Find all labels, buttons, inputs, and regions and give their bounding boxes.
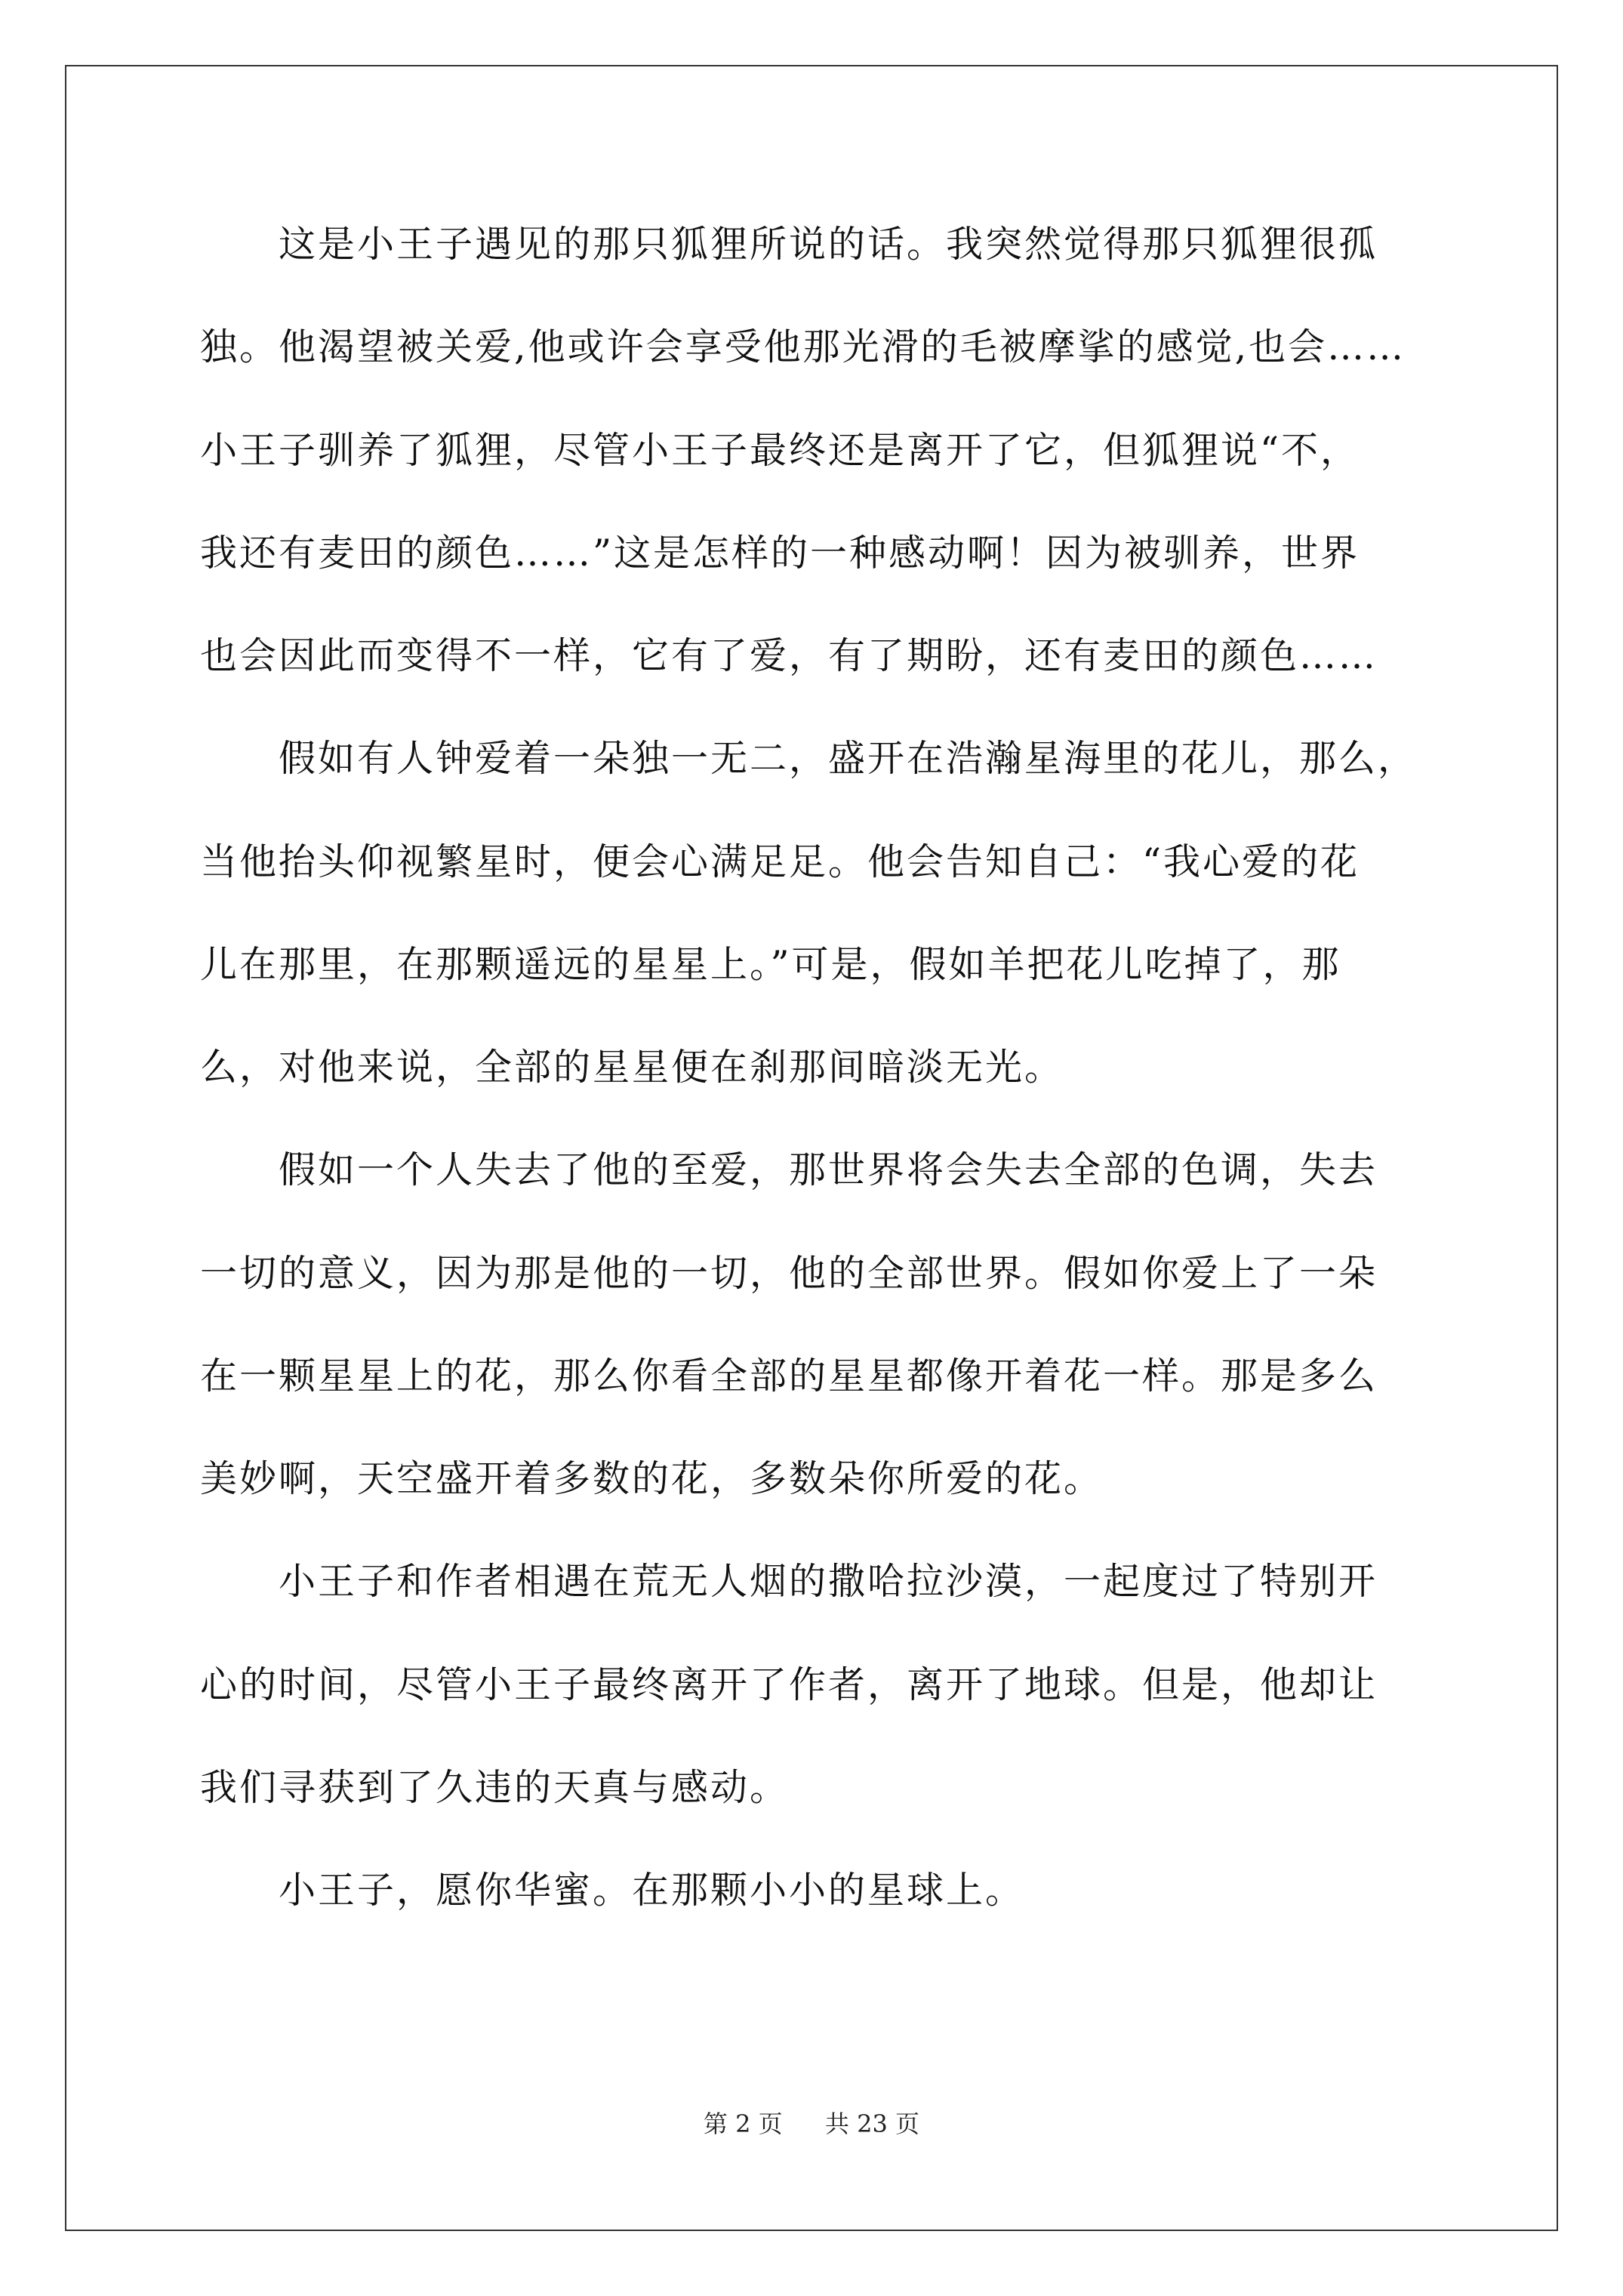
text-line: 小王子，愿你华蜜。在那颗小小的星球上。 [279,1869,1025,1912]
text-line: 我还有麦田的颜色……”这是怎样的一种感动啊！因为被驯养，世界 [200,532,1360,575]
text-line: 假如有人钟爱着一朵独一无二，盛开在浩瀚星海里的花儿，那么， [279,737,1418,780]
text-line: 当他抬头仰视繁星时，便会心满足足。他会告知自己：“我心爱的花 [200,840,1360,883]
text-line: 独。他渴望被关爱,他或许会享受他那光滑的毛被摩挲的感觉,也会…… [200,325,1406,368]
text-line: 一切的意义，因为那是他的一切，他的全部世界。假如你爱上了一朵 [200,1252,1378,1295]
text-line: 么，对他来说，全部的星星便在刹那间暗淡无光。 [200,1046,1064,1089]
text-line: 美妙啊，天空盛开着多数的花，多数朵你所爱的花。 [200,1457,1104,1500]
text-line: 小王子和作者相遇在荒无人烟的撒哈拉沙漠，一起度过了特别开 [279,1560,1378,1603]
text-line: 儿在那里，在那颗遥远的星星上。”可是，假如羊把花儿吃掉了，那 [200,943,1341,986]
page-number: 第 2 页 [703,2110,783,2138]
text-line: 这是小王子遇见的那只狐狸所说的话。我突然觉得那只狐狸很孤 [279,223,1378,266]
page-total: 共 23 页 [824,2110,920,2138]
text-line: 假如一个人失去了他的至爱，那世界将会失去全部的色调，失去 [279,1148,1378,1191]
text-line: 也会因此而变得不一样，它有了爱，有了期盼，还有麦田的颜色…… [200,634,1378,677]
text-line: 在一颗星星上的花，那么你看全部的星星都像开着花一样。那是多么 [200,1354,1378,1398]
page-footer [0,2109,1623,2139]
text-line: 小王子驯养了狐狸，尽管小王子最终还是离开了它，但狐狸说“不， [200,429,1360,472]
text-line: 心的时间，尽管小王子最终离开了作者，离开了地球。但是，他却让 [200,1663,1378,1706]
text-line: 我们寻获到了久违的天真与感动。 [200,1766,790,1809]
